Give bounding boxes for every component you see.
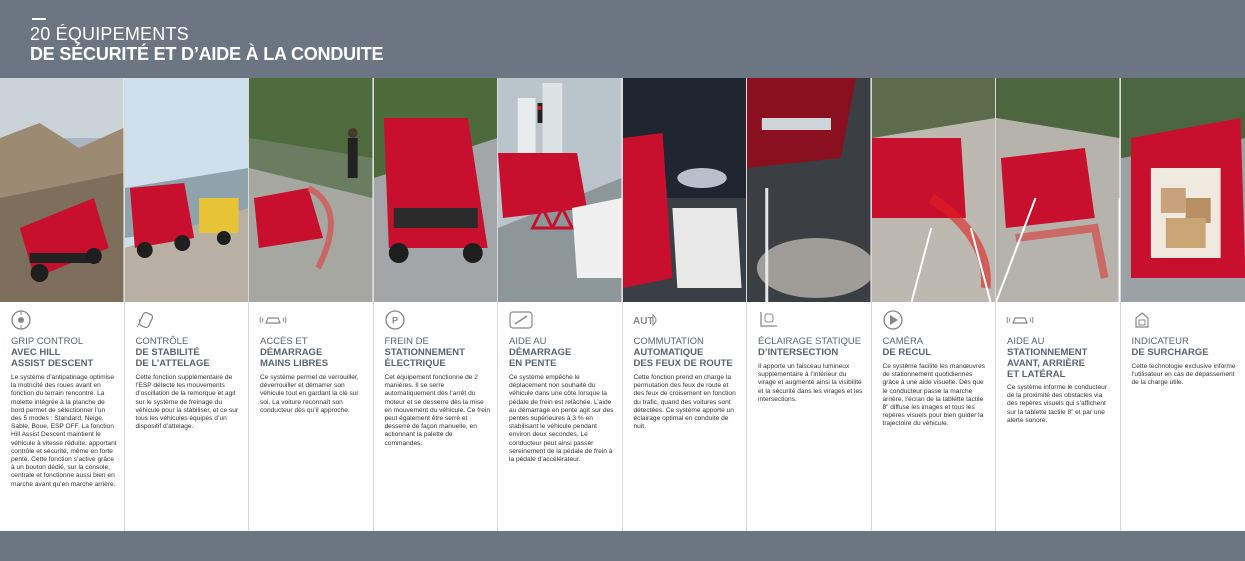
feature-keyless-access — [249, 78, 374, 531]
feature-title: FREIN DE STATIONNEMENT ÉLECTRIQUE — [385, 336, 495, 369]
feature-title: ÉCLAIRAGE STATIQUE D’INTERSECTION — [758, 336, 868, 358]
feature-rear-camera — [872, 78, 997, 531]
feature-description: Ce système empêche le déplacement non souhaité du véhicule dans une côte lorsque la pédale de frein est relâchée. L’aide au démarrage en pente agit sur des pentes supérieures à 3 % en stabilisant le véhicule pendant environ deux secondes. Le conducteur peut ainsi passer sereinement de la pédale de frein à la pédale d’accélérateur. — [509, 374, 614, 464]
feature-title: AIDE AU DÉMARRAGE EN PENTE — [509, 336, 619, 369]
feature-hill-start-assist — [498, 78, 623, 531]
rear-camera-icon — [882, 309, 910, 331]
hill-start-icon — [508, 309, 536, 331]
feature-title: CONTRÔLE DE STABILITÉ DE L’ATTELAGE — [136, 336, 246, 369]
feature-title: COMMUTATION AUTOMATIQUE DES FEUX DE ROUTE — [634, 336, 744, 369]
feature-subtitle: D’INTERSECTION — [758, 347, 839, 358]
feature-trailer-stability — [125, 78, 250, 531]
feature-description: Cette technologie exclusive informe l’utilisateur en cas de dépassement de la charge utile. — [1131, 363, 1236, 387]
feature-electric-parking-brake — [374, 78, 499, 531]
overload-indicator-icon — [1131, 309, 1159, 331]
feature-photo — [374, 78, 498, 302]
feature-subtitle: DE STABILITÉ DE L’ATTELAGE — [135, 347, 210, 369]
cornering-light-icon — [757, 309, 785, 331]
page-footer — [0, 531, 1245, 561]
parking-brake-icon — [384, 309, 412, 331]
keyless-entry-icon — [259, 309, 287, 331]
feature-description: Le système d’antipatinage optimise la motricité des roues avant en fonction du terrain rencontré. La molette intégrée à la planche de bord permet de sélectionner l’un des 5 modes : Standard, Neige, Sable, Boue, ESP OFF. La fonction Hill Assist Descent maintient le véhicule à vitesse réduite, apportant contrôle et sécurité, même en forte pente. Cette fonction s’active grâce à un bouton dédié, sur la console, centrale et fonctionne aussi bien en marche avant qu’en marche arrière. — [11, 374, 117, 488]
feature-photo — [1121, 78, 1245, 302]
feature-photo — [249, 78, 373, 302]
feature-subtitle: DE RECUL — [882, 347, 932, 358]
feature-grip-control — [0, 78, 125, 531]
auto-headlights-icon — [633, 309, 661, 331]
page-title-line1: 20 ÉQUIPEMENTS — [30, 24, 189, 44]
page-header — [0, 0, 1245, 78]
feature-photo — [747, 78, 871, 302]
feature-subtitle: DÉMARRAGE MAINS LIBRES — [260, 347, 329, 369]
feature-description: Il apporte un faisceau lumineux supplémentaire à l’intérieur du virage et augmente ainsi la visibilité et la sécurité dans les virages et les intersections. — [758, 363, 863, 403]
feature-subtitle: DÉMARRAGE EN PENTE — [509, 347, 572, 369]
feature-photo — [872, 78, 996, 302]
feature-description: Cette fonction prend en charge la permutation des feux de route et des feux de croisement en fonction du trafic, quand des voitures sont détectées. Ce système apporte un éclairage optimal en conduite de nuit. — [633, 374, 736, 431]
feature-subtitle: DE SURCHARGE — [1131, 347, 1209, 358]
feature-title: GRIP CONTROL AVEC HILL ASSIST DESCENT — [11, 336, 121, 369]
feature-photo — [623, 78, 747, 302]
feature-subtitle: STATIONNEMENT ÉLECTRIQUE — [384, 347, 465, 369]
feature-photo — [0, 78, 124, 302]
feature-description: Cette fonction supplémentaire de l’ESP détecte les mouvements d’oscillation de la remorque et agit sur le système de freinage du véhicule pour la stabiliser, et ce sur tous les véhicules équipés d’un dispositif d’attelage. — [135, 374, 239, 431]
stability-icon — [135, 309, 163, 331]
feature-title: ACCÈS ET DÉMARRAGE MAINS LIBRES — [260, 336, 370, 369]
feature-photo — [996, 78, 1120, 302]
feature-description: Ce système facilite les manœuvres de stationnement quotidiennes grâce à une aide visuelle. Dès que le conducteur passe la marche arrière, l’écran de la tablette tactile 8” diffuse les images et tous les repères visuels pour bien guider la trajectoire du véhicule. — [882, 363, 986, 428]
feature-title: INDICATEUR DE SURCHARGE — [1132, 336, 1242, 358]
feature-strip — [0, 78, 1245, 531]
feature-overload-indicator — [1121, 78, 1245, 531]
svg-text:P: P — [391, 315, 398, 326]
title-dash — [32, 18, 46, 20]
feature-description: Cet équipement fonctionne de 2 manières. Il se serre automatiquement dès l’arrêt du moteur et se desserre dès la mise en mouvement du véhicule. Ce frein peut également être serré et desserré de façon manuelle, en actionnant la palette de commandes. — [384, 374, 491, 447]
feature-subtitle: AUTOMATIQUE DES FEUX DE ROUTE — [633, 347, 733, 369]
svg-text:AUT: AUT — [632, 316, 654, 327]
feature-photo — [125, 78, 249, 302]
feature-subtitle: AVEC HILL ASSIST DESCENT — [11, 347, 94, 369]
parking-sensors-icon — [1006, 309, 1034, 331]
feature-title: CAMÉRA DE RECUL — [883, 336, 993, 358]
page-title-line2: DE SÉCURITÉ ET D’AIDE À LA CONDUITE — [30, 44, 384, 64]
feature-title: AIDE AU STATIONNEMENT AVANT, ARRIÈRE ET LATÉRAL — [1007, 336, 1117, 380]
feature-description: Ce système informe le conducteur de la proximité des obstacles via des repères visuels qui s’affichent sur la tablette tactile 8” et par une alerte sonore. — [1007, 384, 1108, 424]
feature-cornering-light — [747, 78, 872, 531]
feature-photo — [498, 78, 622, 302]
feature-parking-assist — [996, 78, 1121, 531]
feature-auto-high-beam — [623, 78, 748, 531]
feature-subtitle: STATIONNEMENT AVANT, ARRIÈRE ET LATÉRAL — [1007, 347, 1088, 380]
feature-description: Ce système permet de verrouiller, déverrouiller et démarrer son véhicule tout en gardant la clé sur soi. La voiture reconnaît son conducteur dès qu’il approche. — [260, 374, 359, 414]
grip-control-icon — [10, 309, 38, 331]
